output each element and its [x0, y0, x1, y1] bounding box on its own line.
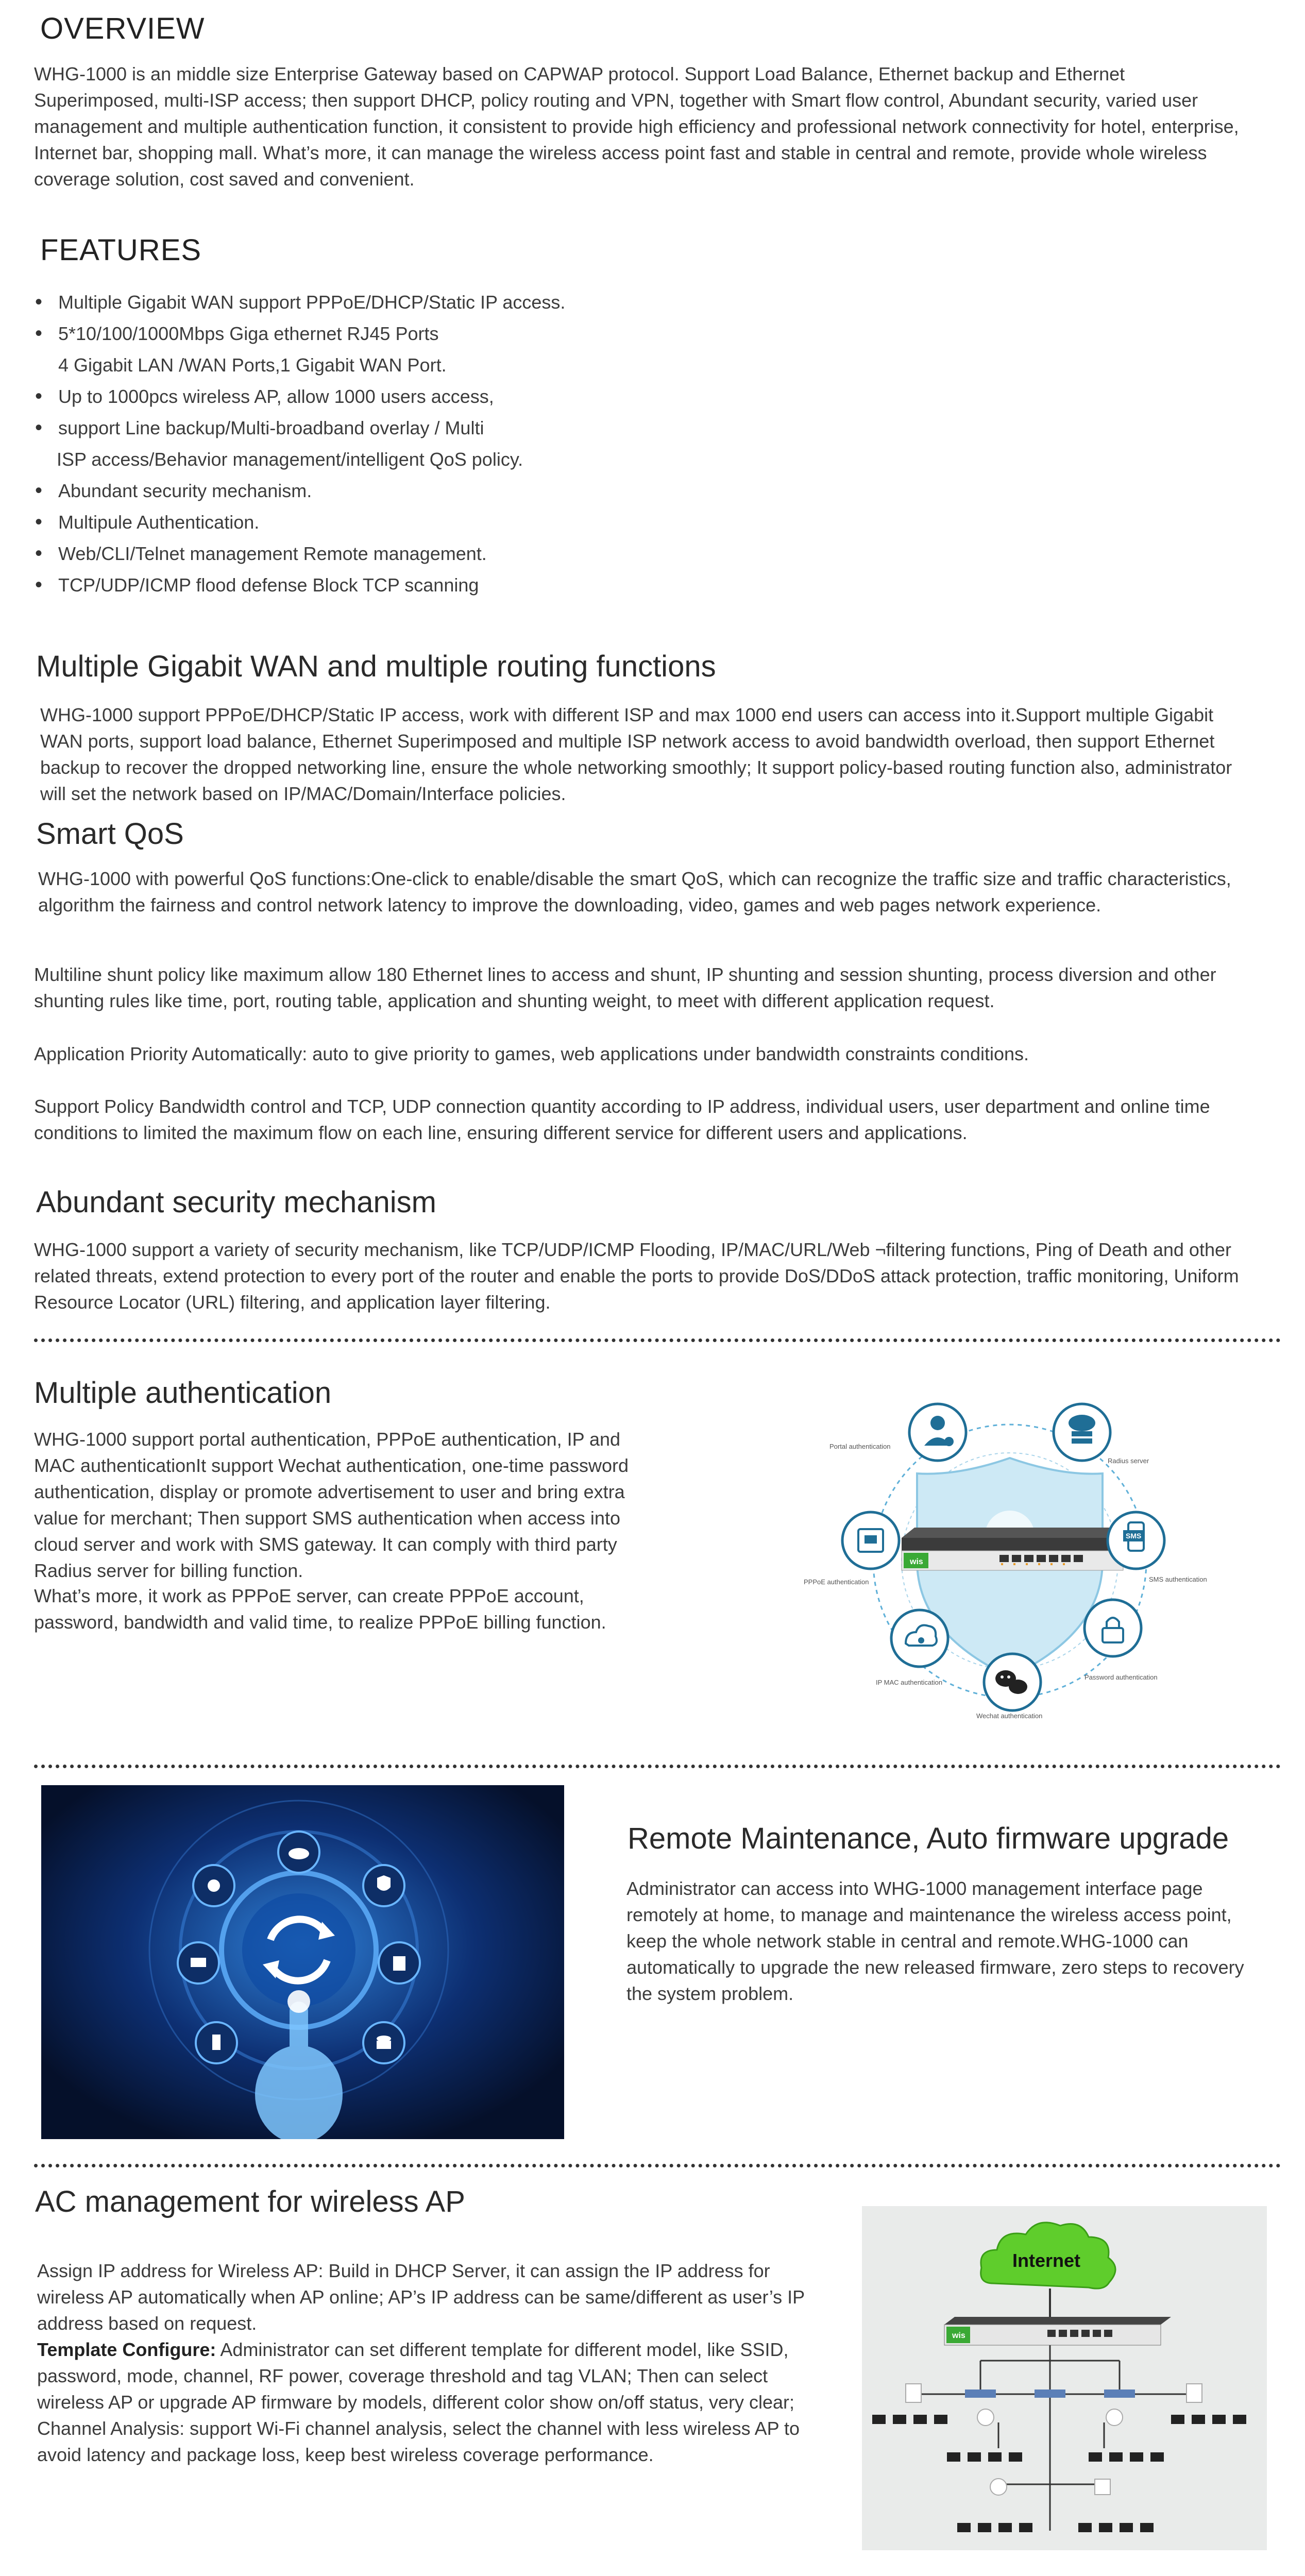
remote-text: Administrator can access into WHG-1000 management interface page remotely at home, to manage and maintenance the wireless access point, keep the whole network stable in central and remote.WHG-1000 can automatically to upgrade the new released firmware, zero steps to recovery the system problem.: [626, 1878, 1244, 2004]
ip-mac-auth-icon: [891, 1610, 948, 1667]
portal-auth-icon: [909, 1404, 966, 1461]
ac-template-text: Administrator can set different template for different model, like SSID, password, mode, channel, RF power, coverage threshold and tag VLAN; Then can select wireless AP or upgrade AP firmware by models, different color show on/off status, very clear; Channel Analysis: support Wi-Fi channel analysis, select the channel with less wireless AP to avoid latency and package loss, keep best wireless coverage performance.: [37, 2339, 800, 2465]
list-item: • TCP/UDP/ICMP flood defense Block TCP scanning: [35, 569, 705, 601]
list-item: • support Line backup/Multi-broadband overlay / Multi: [35, 412, 705, 444]
qos-paragraph-2: Multiline shunt policy like maximum allow 180 Ethernet lines to access and shunt, IP shunting and session shunting, process diversion and other shunting rules like time, port, routing table, application and shunting weight, to meet with different application request.: [34, 964, 1216, 1011]
gateway-device-icon: [902, 1528, 1136, 1570]
ac-title: AC management for wireless AP: [35, 2185, 465, 2218]
computer-icon: [1019, 2523, 1032, 2532]
computer-icon: [1233, 2415, 1246, 2424]
auth-diagram-svg: [793, 1391, 1221, 1721]
access-point-icon: [1095, 2479, 1110, 2495]
gateway-device-icon: [944, 2317, 1171, 2345]
features-list: [35, 286, 705, 601]
access-point-icon: [977, 2409, 994, 2426]
radius-server-label: Radius server: [1108, 1457, 1149, 1465]
wan-text: WHG-1000 support PPPoE/DHCP/Static IP access, work with different ISP and max 1000 end users can access into it.Support multiple Gigabit WAN ports, support load balance, Ethernet Superimposed and multiple ISP network access to avoid bandwidth overload, then support Ethernet backup to recover the dropped networking line, ensure the whole networking smoothly; It support policy-based routing function also, administrator will set the network based on IP/MAC/Domain/Interface policies.: [40, 704, 1232, 804]
internet-label: Internet: [1012, 2250, 1081, 2271]
ac-template-label: Template Configure:: [37, 2339, 216, 2360]
wechat-auth-icon: [984, 1654, 1041, 1710]
security-text: WHG-1000 support a variety of security mechanism, like TCP/UDP/ICMP Flooding, IP/MAC/URL/Web ¬filtering functions, Ping of Death and other related threats, extend protection to every port of the router and enable the ports to provide DoS/DDoS attack protection, traffic monitoring, Uniform Resource Locator (URL) filtering, and application layer filtering.: [34, 1239, 1239, 1313]
computer-icon: [934, 2415, 947, 2424]
auth-title: Multiple authentication: [34, 1376, 332, 1410]
access-point-icon: [990, 2479, 1007, 2495]
overview-title: OVERVIEW: [40, 12, 205, 45]
list-item: • Abundant security mechanism.: [35, 475, 705, 506]
list-item: 4 Gigabit LAN /WAN Ports,1 Gigabit WAN Port.: [58, 354, 447, 376]
ac-paragraph-2: [37, 2336, 810, 2468]
list-item: • 5*10/100/1000Mbps Giga ethernet RJ45 Ports: [35, 318, 705, 349]
computer-icon: [1140, 2523, 1154, 2532]
features-title: FEATURES: [40, 233, 202, 267]
list-item: ISP access/Behavior management/intelligent QoS policy.: [57, 449, 523, 470]
portal-auth-label: Portal authentication: [829, 1443, 891, 1450]
list-item: • Up to 1000pcs wireless AP, allow 1000 users access,: [35, 381, 705, 412]
remote-title: Remote Maintenance, Auto firmware upgrade: [628, 1822, 1229, 1855]
access-point-icon: [906, 2384, 921, 2402]
access-point-icon: [1106, 2409, 1123, 2426]
qos-paragraph-4: Support Policy Bandwidth control and TCP, UDP connection quantity according to IP address, individual users, user department and online time conditions to limited the maximum flow on each line, ensuring different service for different users and applications.: [34, 1096, 1210, 1143]
password-auth-icon: [1084, 1600, 1141, 1656]
list-item: • Multipule Authentication.: [35, 506, 705, 538]
divider: [34, 2164, 1281, 2167]
qos-paragraph-3: Application Priority Automatically: auto to give priority to games, web applications under bandwidth constraints conditions.: [34, 1043, 1029, 1064]
switch-icon: [1104, 2389, 1135, 2398]
computer-icon: [1089, 2452, 1102, 2462]
computer-icon: [1099, 2523, 1112, 2532]
computer-icon: [978, 2523, 991, 2532]
computer-icon: [947, 2452, 960, 2462]
computer-icon: [1212, 2415, 1226, 2424]
ip-mac-auth-label: IP MAC authentication: [876, 1679, 943, 1686]
list-item: • Multiple Gigabit WAN support PPPoE/DHCP/Static IP access.: [35, 286, 705, 318]
svg-text:wis: wis: [910, 1557, 923, 1566]
svg-text:wis: wis: [952, 2331, 965, 2340]
computer-icon: [988, 2452, 1002, 2462]
radius-server-icon: [1054, 1404, 1110, 1461]
computer-icon: [1078, 2523, 1092, 2532]
password-auth-label: Password authentication: [1084, 1673, 1158, 1681]
computer-icon: [1192, 2415, 1205, 2424]
computer-icon: [998, 2523, 1012, 2532]
sms-auth-icon: [1108, 1512, 1164, 1569]
qos-title: Smart QoS: [36, 817, 184, 851]
computer-icon: [1130, 2452, 1143, 2462]
wechat-auth-label: Wechat authentication: [976, 1712, 1043, 1720]
computer-icon: [1120, 2523, 1133, 2532]
auth-text-2: What’s more, it work as PPPoE server, can create PPPoE account, password, bandwidth and valid time, to realize PPPoE billing function.: [34, 1585, 606, 1633]
overview-text: WHG-1000 is an middle size Enterprise Gateway based on CAPWAP protocol. Support Load Balance, Ethernet backup and Ethernet Superimposed, multi-ISP access; then support DHCP, policy routing and VPN, together with Smart flow control, Abundant security, varied user management and multiple authentication function, it consistent to provide high efficiency and professional network connectivity for hotel, enterprise, Internet bar, shopping mall. What’s more, it can manage the wireless access point fast and stable in central and remote, provide whole wireless coverage solution, cost saved and convenient.: [34, 63, 1239, 190]
security-title: Abundant security mechanism: [36, 1185, 436, 1219]
ac-network-svg: [862, 2206, 1267, 2550]
auth-diagram: [793, 1391, 1221, 1721]
sms-auth-label: SMS authentication: [1149, 1575, 1207, 1583]
access-point-icon: [1187, 2384, 1202, 2402]
pppoe-auth-label: PPPoE authentication: [804, 1578, 869, 1586]
computer-icon: [968, 2452, 981, 2462]
ac-network-diagram: [862, 2206, 1267, 2550]
computer-icon: [957, 2523, 971, 2532]
computer-icon: [1109, 2452, 1123, 2462]
remote-maintenance-image: [41, 1785, 564, 2139]
switch-icon: [1035, 2389, 1065, 2398]
computer-icon: [1009, 2452, 1022, 2462]
wan-title: Multiple Gigabit WAN and multiple routing functions: [36, 650, 716, 683]
ac-paragraph-1: Assign IP address for Wireless AP: Build in DHCP Server, it can assign the IP address for wireless AP automatically when AP online; AP’s IP address can be same/different as user’s IP address based on request.: [37, 2260, 805, 2334]
computer-icon: [872, 2415, 886, 2424]
switch-icon: [965, 2389, 996, 2398]
qos-paragraph-1: WHG-1000 with powerful QoS functions:One-click to enable/disable the smart QoS, which can recognize the traffic size and traffic characteristics, algorithm the fairness and control network latency to improve the downloading, video, games and web pages network experience.: [38, 868, 1231, 916]
auth-text: WHG-1000 support portal authentication, PPPoE authentication, IP and MAC authenticationIt support Wechat authentication, one-time password authentication, display or promote advertisement to user and bring extra value for merchant; Then support SMS authentication when access into cloud server and work with SMS gateway. It can comply with third party Radius server for billing function.: [34, 1429, 629, 1581]
divider: [34, 1765, 1281, 1768]
computer-icon: [913, 2415, 927, 2424]
pppoe-auth-icon: [842, 1512, 899, 1569]
divider: [34, 1338, 1281, 1342]
remote-maintenance-svg: [41, 1785, 564, 2139]
svg-text:SMS: SMS: [1126, 1532, 1142, 1540]
computer-icon: [1171, 2415, 1184, 2424]
computer-icon: [893, 2415, 906, 2424]
list-item: • Web/CLI/Telnet management Remote management.: [35, 538, 705, 569]
computer-icon: [1150, 2452, 1164, 2462]
